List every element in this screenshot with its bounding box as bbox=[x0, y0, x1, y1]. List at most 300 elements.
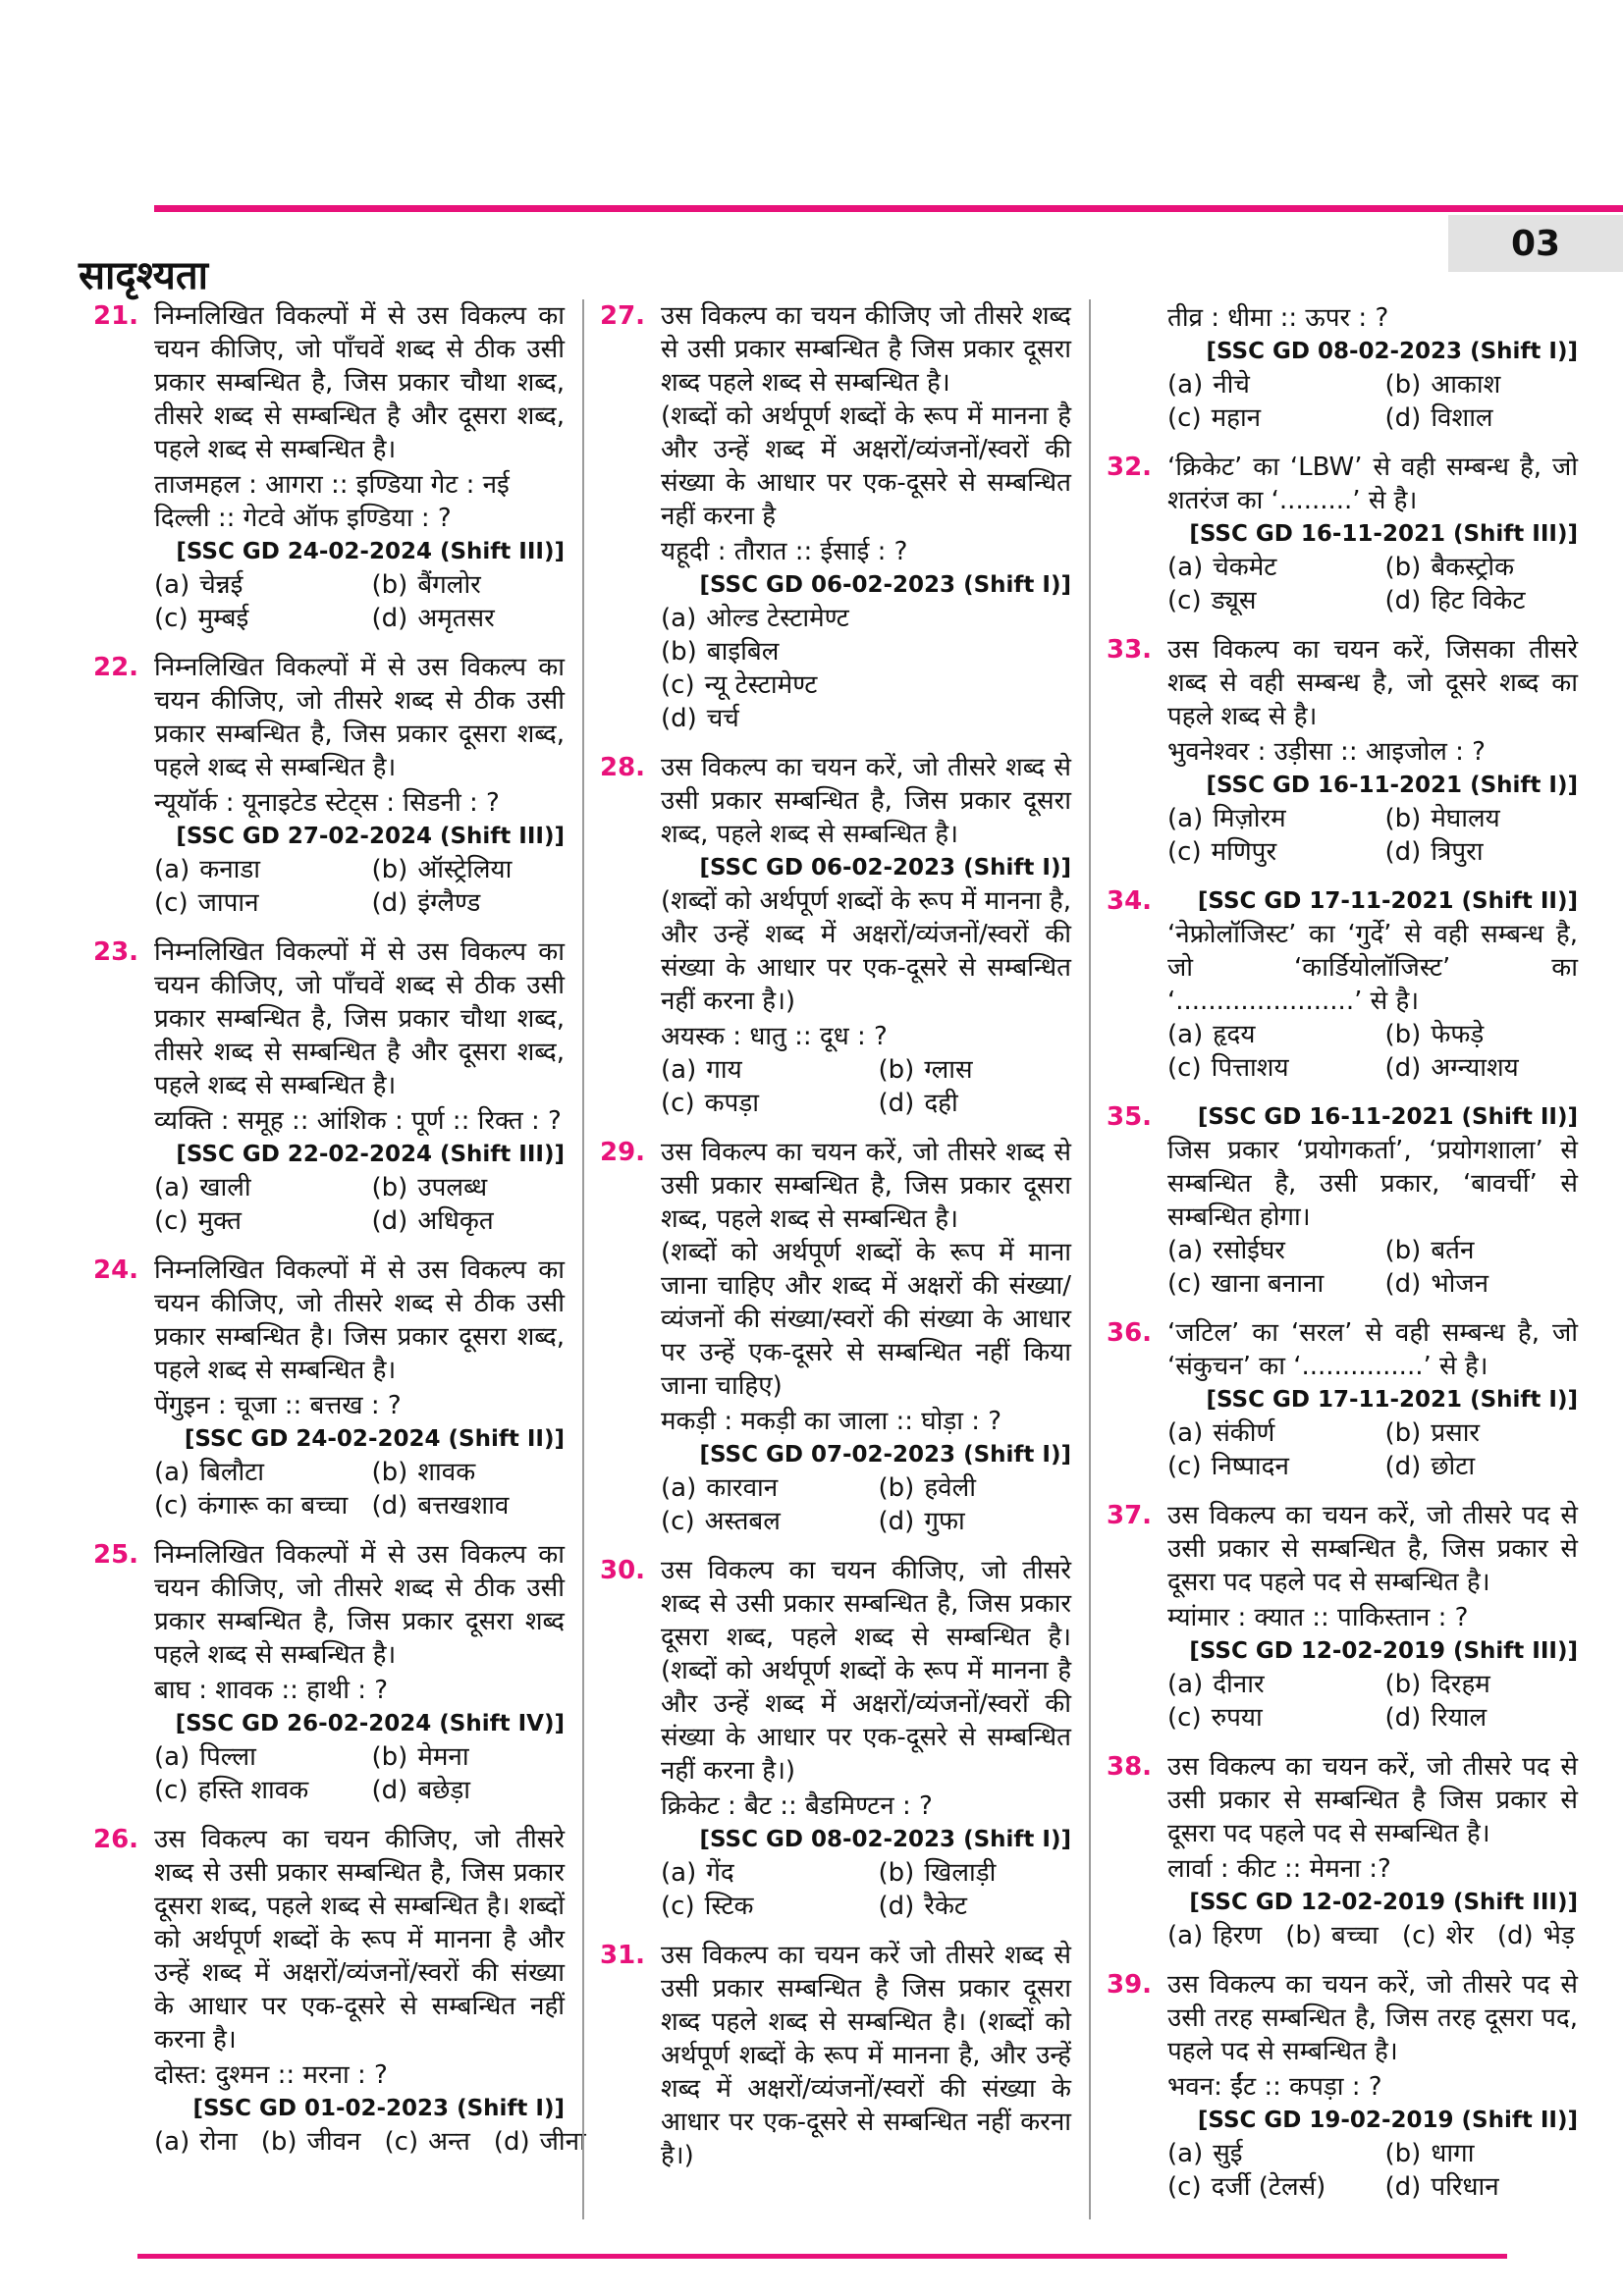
option-text: रुपया bbox=[1211, 1703, 1263, 1733]
options-group bbox=[661, 1856, 1071, 1923]
option-text: धागा bbox=[1431, 2139, 1475, 2168]
question-row bbox=[1107, 451, 1578, 517]
option-label: (c) bbox=[661, 1089, 695, 1118]
option-label: (a) bbox=[1167, 2139, 1204, 2168]
options-group bbox=[1167, 1018, 1578, 1085]
option-item bbox=[1167, 1668, 1385, 1701]
option-item bbox=[1167, 2170, 1385, 2204]
option-text: कपड़ा bbox=[704, 1089, 759, 1118]
question-block bbox=[600, 1136, 1071, 1538]
option-item bbox=[1167, 1234, 1385, 1267]
option-text: मेमना bbox=[417, 1742, 469, 1772]
option-text: हवेली bbox=[924, 1473, 976, 1503]
question-block bbox=[600, 1939, 1071, 2172]
option-label: (d) bbox=[371, 1491, 408, 1521]
analogy-line: मकड़ी : मकड़ी का जाला :: घोड़ा : ? bbox=[661, 1407, 1002, 1436]
option-item bbox=[1167, 1051, 1385, 1085]
options-group bbox=[154, 1171, 565, 1238]
option-item bbox=[661, 1053, 879, 1087]
column bbox=[582, 299, 1071, 2219]
option-label: (b) bbox=[1384, 2139, 1422, 2168]
option-item bbox=[1402, 1919, 1474, 1952]
source-citation: [SSC GD 12-02-2019 (Shift III)] bbox=[1189, 1638, 1578, 1664]
options-group bbox=[154, 568, 565, 635]
question-row bbox=[1107, 1968, 1578, 2068]
option-label: (d) bbox=[878, 1507, 915, 1536]
source-citation: [SSC GD 22-02-2024 (Shift III)] bbox=[176, 1142, 565, 1167]
option-item bbox=[372, 1489, 565, 1522]
option-text: बत्तखशाव bbox=[417, 1491, 510, 1521]
option-text: बच्चा bbox=[1331, 1921, 1379, 1950]
question-number: 29. bbox=[600, 1138, 646, 1167]
option-label: (a) bbox=[1167, 1236, 1204, 1265]
option-label: (d) bbox=[371, 1206, 408, 1236]
option-item bbox=[372, 602, 565, 635]
option-item bbox=[1385, 551, 1578, 584]
option-text: मिज़ोरम bbox=[1213, 804, 1286, 833]
option-item bbox=[1385, 2170, 1578, 2204]
source-citation: [SSC GD 12-02-2019 (Shift III)] bbox=[1189, 1890, 1578, 1915]
question-block bbox=[600, 1554, 1071, 1923]
column bbox=[1089, 299, 1578, 2219]
question-text: निम्नलिखित विकल्पों में से उस विकल्प का चयन कीजिए, जो तीसरे शब्द से ठीक उसी प्रकार सम्बन्धित है, जिस प्रकार दूसरा शब्द पहले शब्द से सम्बन्धित है। bbox=[154, 1540, 565, 1670]
option-text: दीनार bbox=[1213, 1670, 1265, 1699]
option-item bbox=[154, 1740, 372, 1774]
option-label: (a) bbox=[154, 570, 190, 600]
option-text: अमृतसर bbox=[417, 604, 495, 633]
option-item bbox=[1167, 1701, 1385, 1735]
option-label: (b) bbox=[1384, 1670, 1422, 1699]
option-item bbox=[154, 602, 372, 635]
analogy-line: म्यांमार : क्यात :: पाकिस्तान : ? bbox=[1167, 1603, 1469, 1632]
option-item bbox=[661, 1856, 879, 1890]
option-text: महान bbox=[1211, 403, 1262, 433]
question-text: [SSC GD 17-11-2021 (Shift II)] ‘नेफ्रोलॉजिस्ट’ का ‘गुर्दे’ से वही सम्बन्ध है, जो ‘कार्डियोलॉजिस्ट’ का ‘......................’ से है। bbox=[1167, 884, 1578, 1018]
option-item bbox=[1167, 1267, 1385, 1301]
option-item bbox=[154, 853, 372, 886]
option-text: सुई bbox=[1213, 2139, 1243, 2168]
source-citation: [SSC GD 07-02-2023 (Shift I)] bbox=[699, 1442, 1071, 1468]
option-text: पिल्ला bbox=[199, 1742, 256, 1772]
option-item bbox=[154, 1456, 372, 1489]
option-item bbox=[1167, 2137, 1385, 2170]
option-text: रोना bbox=[199, 2127, 238, 2157]
option-item bbox=[661, 702, 1071, 735]
question-number: 33. bbox=[1107, 635, 1153, 665]
footer-rule bbox=[137, 2254, 1507, 2259]
option-label: (a) bbox=[1167, 370, 1204, 400]
question-number: 21. bbox=[93, 301, 139, 331]
option-item bbox=[1167, 802, 1385, 835]
option-text: ड्यूस bbox=[1211, 586, 1257, 615]
question-number: 34. bbox=[1107, 886, 1153, 916]
question-text: उस विकल्प का चयन करें, जो तीसरे शब्द से उसी प्रकार सम्बन्धित है, जिस प्रकार दूसरा शब्द, पहले शब्द से सम्बन्धित है। bbox=[661, 1138, 1071, 1234]
question-block bbox=[93, 299, 565, 635]
options-group bbox=[1167, 1416, 1578, 1483]
source-citation: [SSC GD 27-02-2024 (Shift III)] bbox=[176, 824, 565, 849]
option-label: (c) bbox=[1401, 1921, 1436, 1950]
analogy-line: अयस्क : धातु :: दूध : ? bbox=[661, 1022, 888, 1051]
option-label: (c) bbox=[154, 604, 189, 633]
options-group bbox=[1167, 1668, 1578, 1735]
option-text: स्टिक bbox=[704, 1892, 754, 1921]
option-item bbox=[154, 568, 372, 602]
page-number: 03 bbox=[1510, 223, 1561, 264]
question-number: 31. bbox=[600, 1941, 646, 1970]
option-item bbox=[372, 1204, 565, 1238]
source-citation: [SSC GD 26-02-2024 (Shift IV)] bbox=[175, 1711, 565, 1736]
source-citation: [SSC GD 16-11-2021 (Shift I)] bbox=[1206, 773, 1578, 798]
question-number: 27. bbox=[600, 301, 646, 331]
option-label: (b) bbox=[1384, 370, 1422, 400]
option-item bbox=[372, 1774, 565, 1807]
option-text: अन्त bbox=[428, 2127, 470, 2157]
option-label: (d) bbox=[371, 604, 408, 633]
option-text: निष्पादन bbox=[1211, 1452, 1289, 1481]
option-label: (a) bbox=[154, 2127, 190, 2157]
options-group bbox=[1167, 551, 1578, 617]
option-label: (b) bbox=[371, 1742, 408, 1772]
question-block bbox=[1107, 1499, 1578, 1735]
option-text: विशाल bbox=[1431, 403, 1493, 433]
analogy-line: बाघ : शावक :: हाथी : ? bbox=[154, 1676, 389, 1705]
option-label: (b) bbox=[371, 1458, 408, 1487]
question-block bbox=[1107, 301, 1578, 435]
question-block bbox=[1107, 451, 1578, 617]
option-text: मुम्बई bbox=[197, 604, 249, 633]
option-label: (c) bbox=[661, 1507, 695, 1536]
question-text: उस विकल्प का चयन करें, जिसका तीसरे शब्द से वही सम्बन्ध है, जो दूसरे शब्द का पहले शब्द से है। bbox=[1167, 635, 1578, 731]
header-rule bbox=[154, 205, 1623, 212]
question-text: उस विकल्प का चयन करें, जो तीसरे शब्द से उसी प्रकार सम्बन्धित है, जिस प्रकार दूसरा शब्द, पहले शब्द से सम्बन्धित है। bbox=[661, 753, 1071, 849]
page-number-box bbox=[1448, 215, 1623, 272]
question-text: उस विकल्प का चयन करें, जो तीसरे पद से उसी तरह सम्बन्धित है, जिस तरह दूसरा पद, पहले पद से सम्बन्धित है। bbox=[1167, 1970, 1578, 2066]
option-label: (d) bbox=[1384, 1452, 1422, 1481]
option-item bbox=[879, 1505, 1071, 1538]
option-item bbox=[154, 1774, 372, 1807]
question-text: उस विकल्प का चयन करें, जो तीसरे पद से उसी प्रकार से सम्बन्धित है जिस प्रकार से दूसरा पद पहले पद से सम्बन्धित है। bbox=[1167, 1752, 1578, 1848]
option-text: जापान bbox=[197, 888, 259, 918]
option-item bbox=[661, 1890, 879, 1923]
analogy-line: क्रिकेट : बैट :: बैडमिण्टन : ? bbox=[661, 1791, 933, 1821]
option-text: कनाडा bbox=[199, 855, 261, 884]
question-row bbox=[93, 299, 565, 466]
source-citation: [SSC GD 08-02-2023 (Shift I)] bbox=[699, 1827, 1071, 1852]
option-label: (c) bbox=[1167, 403, 1202, 433]
option-item bbox=[879, 1890, 1071, 1923]
question-block bbox=[1107, 884, 1578, 1085]
option-label: (c) bbox=[1167, 1269, 1202, 1299]
question-number: 26. bbox=[93, 1825, 139, 1854]
source-citation: [SSC GD 19-02-2019 (Shift II)] bbox=[1197, 2108, 1578, 2133]
option-item bbox=[494, 2125, 586, 2159]
option-label: (c) bbox=[154, 1776, 189, 1805]
option-label: (c) bbox=[154, 888, 189, 918]
question-note: [SSC GD 06-02-2023 (Shift I)] (शब्दों को अर्थपूर्ण शब्दों के रूप में मानना है, और उन्हें शब्द में अक्षरों/व्यंजनों/स्वरों की संख्या के आधार पर एक-दूसरे से सम्बन्धित नहीं करना है।) bbox=[661, 851, 1071, 1018]
options-group bbox=[1167, 368, 1578, 435]
option-label: (b) bbox=[1384, 1236, 1422, 1265]
option-label: (a) bbox=[661, 1473, 697, 1503]
option-label: (a) bbox=[1167, 1418, 1204, 1448]
option-text: शेर bbox=[1445, 1921, 1474, 1950]
question-block bbox=[1107, 1316, 1578, 1483]
question-block bbox=[93, 1823, 586, 2159]
option-item bbox=[1385, 1416, 1578, 1450]
option-text: दही bbox=[924, 1089, 958, 1118]
source-citation: [SSC GD 08-02-2023 (Shift I)] bbox=[1206, 339, 1578, 364]
analogy-line: लार्वा : कीट :: मेमना :? bbox=[1167, 1854, 1391, 1884]
option-text: अधिकृत bbox=[417, 1206, 494, 1236]
analogy-line: भुवनेश्वर : उड़ीसा :: आइजोल : ? bbox=[1167, 737, 1486, 767]
option-item bbox=[1167, 401, 1385, 435]
option-item bbox=[879, 1087, 1071, 1120]
options-group bbox=[661, 602, 1071, 735]
option-text: पित्ताशय bbox=[1211, 1053, 1289, 1083]
option-text: रसोईघर bbox=[1213, 1236, 1285, 1265]
analogy-line: तीव्र : धीमा :: ऊपर : ? bbox=[1167, 303, 1389, 333]
option-item bbox=[154, 2125, 238, 2159]
option-text: दिरहम bbox=[1431, 1670, 1490, 1699]
option-label: (b) bbox=[878, 1055, 915, 1085]
option-item bbox=[661, 1505, 879, 1538]
analogy-line: पेंगुइन : चूजा :: बत्तख : ? bbox=[154, 1391, 402, 1420]
question-row bbox=[600, 1136, 1071, 1236]
option-item bbox=[372, 1456, 565, 1489]
question-row bbox=[600, 751, 1071, 851]
option-label: (c) bbox=[1167, 837, 1202, 867]
option-item bbox=[1385, 1668, 1578, 1701]
question-row bbox=[93, 1538, 565, 1672]
option-text: प्रसार bbox=[1431, 1418, 1481, 1448]
question-note: (शब्दों को अर्थपूर्ण शब्दों के रूप में मानना है और उन्हें शब्द में अक्षरों/व्यंजनों/स्वरों की संख्या के आधार पर एक-दूसरे से सम्बन्धित नहीं करना है bbox=[661, 401, 1071, 531]
column bbox=[93, 299, 586, 2219]
option-label: (b) bbox=[1384, 1020, 1422, 1049]
option-label: (d) bbox=[371, 1776, 408, 1805]
option-text: उपलब्ध bbox=[417, 1173, 488, 1202]
option-text: हिट विकेट bbox=[1431, 586, 1526, 615]
option-text: हिरण bbox=[1213, 1921, 1263, 1950]
option-item bbox=[1385, 1701, 1578, 1735]
option-item bbox=[1167, 368, 1385, 401]
option-item bbox=[261, 2125, 361, 2159]
option-item bbox=[879, 1053, 1071, 1087]
option-text: बैकस्ट्रोक bbox=[1431, 553, 1515, 582]
question-number: 30. bbox=[600, 1556, 646, 1585]
option-item bbox=[1385, 1051, 1578, 1085]
option-text: कारवान bbox=[706, 1473, 779, 1503]
option-label: (b) bbox=[1384, 553, 1422, 582]
option-label: (c) bbox=[1167, 586, 1202, 615]
option-label: (c) bbox=[1167, 2172, 1202, 2202]
question-number: 38. bbox=[1107, 1752, 1153, 1782]
option-label: (a) bbox=[154, 1742, 190, 1772]
option-label: (a) bbox=[1167, 1020, 1204, 1049]
option-text: अग्न्याशय bbox=[1431, 1053, 1519, 1083]
option-text: मुक्त bbox=[197, 1206, 242, 1236]
options-group bbox=[154, 1456, 565, 1522]
question-number: 23. bbox=[93, 937, 139, 967]
question-block bbox=[1107, 1750, 1578, 1952]
question-text: ‘क्रिकेट’ का ‘LBW’ से वही सम्बन्ध है, जो शतरंज का ‘.........’ से है। bbox=[1167, 453, 1578, 515]
option-label: (c) bbox=[384, 2127, 419, 2157]
option-item bbox=[154, 1171, 372, 1204]
option-label: (d) bbox=[1384, 2172, 1422, 2202]
question-block bbox=[1107, 1968, 1578, 2204]
option-text: शावक bbox=[417, 1458, 476, 1487]
option-text: खिलाड़ी bbox=[924, 1858, 997, 1888]
option-item bbox=[1167, 1018, 1385, 1051]
option-item bbox=[1385, 1450, 1578, 1483]
question-row bbox=[93, 1823, 565, 2056]
option-item bbox=[1385, 1234, 1578, 1267]
option-item bbox=[1167, 835, 1385, 869]
option-text: गेंद bbox=[706, 1858, 734, 1888]
question-row bbox=[1107, 1499, 1578, 1599]
options-group bbox=[1167, 802, 1578, 869]
question-text: निम्नलिखित विकल्पों में से उस विकल्प का चयन कीजिए, जो पाँचवें शब्द से ठीक उसी प्रकार सम्बन्धित है, जिस प्रकार चौथा शब्द, तीसरे शब्द से सम्बन्धित है और दूसरा शब्द, पहले शब्द से सम्बन्धित है। bbox=[154, 301, 565, 464]
option-item bbox=[1167, 584, 1385, 617]
option-label: (d) bbox=[878, 1892, 915, 1921]
question-row bbox=[600, 1939, 1071, 2172]
option-label: (d) bbox=[1384, 1053, 1422, 1083]
option-item bbox=[879, 1856, 1071, 1890]
option-text: त्रिपुरा bbox=[1431, 837, 1484, 867]
question-text: निम्नलिखित विकल्पों में से उस विकल्प का चयन कीजिए, जो तीसरे शब्द से ठीक उसी प्रकार सम्बन्धित है, जिस प्रकार दूसरा शब्द, पहले शब्द से सम्बन्धित है। bbox=[154, 653, 565, 782]
option-text: चर्च bbox=[706, 704, 739, 733]
option-item bbox=[1385, 1267, 1578, 1301]
analogy-line: व्यक्ति : समूह :: आंशिक : पूर्ण :: रिक्त : ? bbox=[154, 1106, 562, 1136]
question-row bbox=[93, 1254, 565, 1387]
option-text: मेघालय bbox=[1431, 804, 1500, 833]
question-text: [SSC GD 16-11-2021 (Shift II)] जिस प्रकार ‘प्रयोगकर्ता’, ‘प्रयोगशाला’ से सम्बन्धित है, उसी प्रकार, ‘बावर्ची’ से सम्बन्धित होगा। bbox=[1167, 1100, 1578, 1234]
option-text: ऑस्ट्रेलिया bbox=[417, 855, 513, 884]
option-label: (a) bbox=[661, 1055, 697, 1085]
question-block bbox=[93, 1538, 565, 1807]
option-item bbox=[1167, 1416, 1385, 1450]
option-label: (a) bbox=[1167, 804, 1204, 833]
option-item bbox=[154, 1489, 372, 1522]
question-row bbox=[1107, 633, 1578, 733]
option-item bbox=[372, 568, 565, 602]
option-item bbox=[1167, 1919, 1262, 1952]
option-label: (b) bbox=[1285, 1921, 1323, 1950]
question-number: 36. bbox=[1107, 1318, 1153, 1348]
option-label: (a) bbox=[661, 1858, 697, 1888]
option-text: संकीर्ण bbox=[1213, 1418, 1275, 1448]
question-number: 28. bbox=[600, 753, 646, 782]
option-text: चेन्नई bbox=[199, 570, 243, 600]
option-label: (c) bbox=[1167, 1053, 1202, 1083]
option-text: इंग्लैण्ड bbox=[417, 888, 481, 918]
option-label: (a) bbox=[154, 1173, 190, 1202]
option-text: बिलौटा bbox=[199, 1458, 265, 1487]
question-block bbox=[1107, 633, 1578, 869]
question-number: 32. bbox=[1107, 453, 1153, 482]
option-text: जीना bbox=[539, 2127, 586, 2157]
options-group bbox=[154, 853, 565, 920]
source-citation: [SSC GD 24-02-2024 (Shift II)] bbox=[184, 1426, 565, 1452]
options-group bbox=[661, 1471, 1071, 1538]
analogy-line: भवन: ईंट :: कपड़ा : ? bbox=[1167, 2072, 1382, 2102]
option-label: (c) bbox=[154, 1491, 189, 1521]
question-number: 37. bbox=[1107, 1501, 1153, 1530]
option-item bbox=[372, 1171, 565, 1204]
option-item bbox=[1385, 835, 1578, 869]
option-label: (b) bbox=[878, 1473, 915, 1503]
option-text: गुफा bbox=[924, 1507, 965, 1536]
source-citation: [SSC GD 16-11-2021 (Shift III)] bbox=[1189, 521, 1578, 547]
options-group bbox=[154, 1740, 565, 1807]
option-label: (d) bbox=[1384, 586, 1422, 615]
option-label: (a) bbox=[154, 1458, 190, 1487]
option-item bbox=[1385, 802, 1578, 835]
option-text: जीवन bbox=[306, 2127, 361, 2157]
analogy-line: दोस्त: दुश्मन :: मरना : ? bbox=[154, 2060, 388, 2090]
question-row bbox=[600, 299, 1071, 400]
question-row bbox=[93, 651, 565, 784]
question-row bbox=[1107, 1750, 1578, 1850]
question-text: निम्नलिखित विकल्पों में से उस विकल्प का चयन कीजिए, जो पाँचवें शब्द से ठीक उसी प्रकार सम्बन्धित है, जिस प्रकार चौथा शब्द, तीसरे शब्द से सम्बन्धित है और दूसरा शब्द, पहले शब्द से सम्बन्धित है। bbox=[154, 937, 565, 1100]
option-label: (d) bbox=[878, 1089, 915, 1118]
option-label: (b) bbox=[371, 570, 408, 600]
question-text: उस विकल्प का चयन कीजिए जो तीसरे शब्द से उसी प्रकार सम्बन्धित है जिस प्रकार दूसरा शब्द पहले शब्द से सम्बन्धित है। bbox=[661, 301, 1071, 398]
question-text: उस विकल्प का चयन कीजिए, जो तीसरे शब्द से उसी प्रकार सम्बन्धित है, जिस प्रकार दूसरा शब्द, पहले शब्द से सम्बन्धित है। शब्दों को अर्थपूर्ण शब्दों के रूप में मानना है और उन्हें शब्द में अक्षरों/व्यंजनों/स्वरों की संख्या के आधार पर एक-दूसरे से सम्बन्धित नहीं करना है। bbox=[154, 1825, 565, 2055]
source-citation: [SSC GD 06-02-2023 (Shift I)] bbox=[699, 572, 1071, 598]
option-label: (c) bbox=[1167, 1703, 1202, 1733]
option-label: (d) bbox=[1496, 1921, 1534, 1950]
option-item bbox=[1285, 1919, 1379, 1952]
question-row bbox=[1107, 884, 1578, 1018]
option-item bbox=[661, 602, 1071, 635]
option-label: (c) bbox=[661, 670, 695, 700]
option-label: (b) bbox=[260, 2127, 298, 2157]
option-text: खाना बनाना bbox=[1211, 1269, 1325, 1299]
question-block bbox=[93, 935, 565, 1238]
question-number: 24. bbox=[93, 1255, 139, 1285]
option-label: (d) bbox=[371, 888, 408, 918]
question-block bbox=[93, 1254, 565, 1522]
question-row bbox=[600, 1554, 1071, 1788]
option-text: फेफड़े bbox=[1431, 1020, 1485, 1049]
option-item bbox=[661, 1087, 879, 1120]
option-label: (d) bbox=[661, 704, 697, 733]
option-text: कंगारू का बच्चा bbox=[197, 1491, 349, 1521]
option-text: हस्ति शावक bbox=[197, 1776, 309, 1805]
option-label: (d) bbox=[493, 2127, 530, 2157]
option-label: (c) bbox=[661, 1892, 695, 1921]
option-text: रियाल bbox=[1431, 1703, 1488, 1733]
option-item bbox=[661, 1471, 879, 1505]
option-item bbox=[661, 668, 1071, 702]
option-label: (b) bbox=[1384, 1418, 1422, 1448]
question-text: निम्नलिखित विकल्पों में से उस विकल्प का चयन कीजिए, जो तीसरे शब्द से ठीक उसी प्रकार सम्बन्धित है। जिस प्रकार दूसरा शब्द, पहले शब्द से सम्बन्धित है। bbox=[154, 1255, 565, 1385]
analogy-line: यहूदी : तौरात :: ईसाई : ? bbox=[661, 537, 908, 566]
analogy-line: ताजमहल : आगरा :: इण्डिया गेट : नई दिल्ली :: गेटवे ऑफ इण्डिया : ? bbox=[154, 470, 510, 533]
question-row bbox=[93, 935, 565, 1102]
option-label: (d) bbox=[1384, 1269, 1422, 1299]
option-item bbox=[1385, 2137, 1578, 2170]
chapter-title: सादृश्यता bbox=[79, 252, 208, 298]
option-text: भेड़ bbox=[1542, 1921, 1575, 1950]
option-label: (c) bbox=[154, 1206, 189, 1236]
option-item bbox=[1385, 368, 1578, 401]
option-item bbox=[372, 853, 565, 886]
option-item bbox=[1497, 1919, 1575, 1952]
source-citation: [SSC GD 24-02-2024 (Shift III)] bbox=[176, 539, 565, 564]
question-text: उस विकल्प का चयन करें जो तीसरे शब्द से उसी प्रकार सम्बन्धित है जिस प्रकार दूसरा शब्द पहले शब्द से सम्बन्धित है। (शब्दों को अर्थपूर्ण शब्दों के रूप में मानना है, और उन्हें शब्द में अक्षरों/व्यंजनों/स्वरों की संख्या के आधार पर एक-दूसरे से सम्बन्धित नहीं करना है।) bbox=[661, 1941, 1071, 2170]
option-label: (a) bbox=[154, 855, 190, 884]
option-text: चेकमेट bbox=[1213, 553, 1277, 582]
